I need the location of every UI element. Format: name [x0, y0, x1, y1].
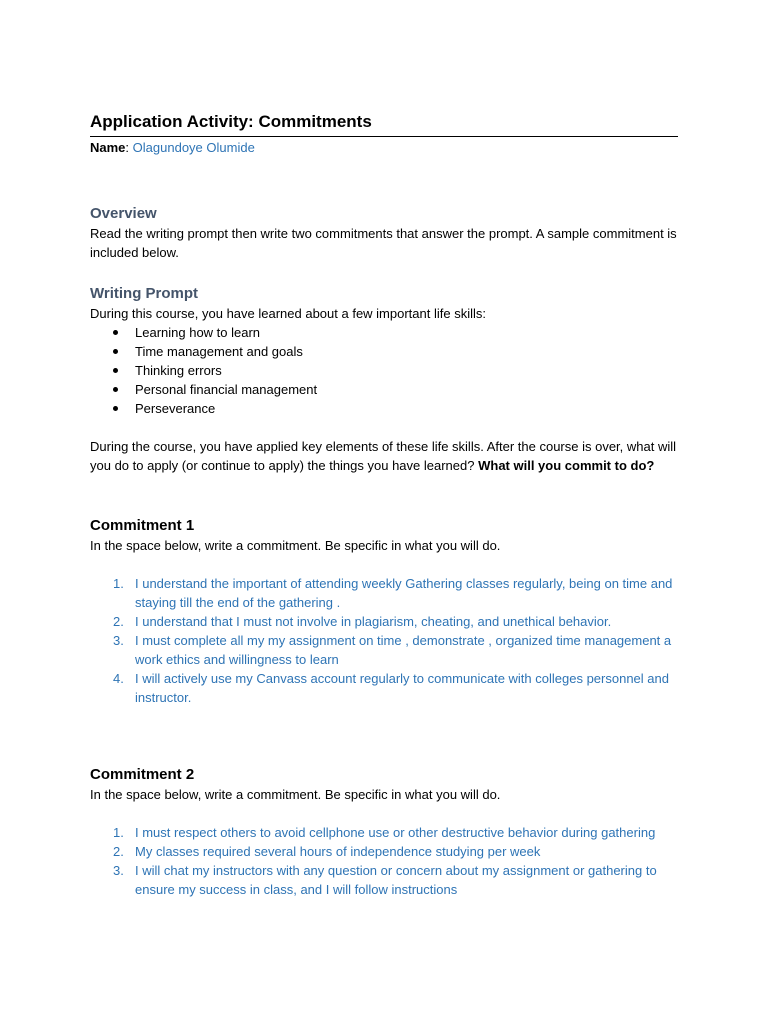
- list-number: 3.: [113, 863, 124, 878]
- prompt-body-question: What will you commit to do?: [478, 458, 655, 473]
- list-item: [90, 669, 678, 707]
- name-value: Olagundoye Olumide: [132, 140, 255, 155]
- list-item: Perseverance: [90, 399, 678, 418]
- overview-heading: Overview: [90, 205, 157, 222]
- prompt-body-text: During the course, you have applied key elements of these life skills. After the course is over, what will you do to apply (or continue to apply) the things you have learned?: [90, 439, 677, 473]
- list-item: [90, 612, 678, 631]
- list-item-text: I must complete all my my assignment on time , demonstrate , organized time management a work ethics and willingness to learn: [135, 633, 672, 667]
- list-item: Thinking errors: [90, 361, 678, 380]
- writing-prompt-heading: Writing Prompt: [90, 285, 199, 302]
- list-number: 1.: [113, 825, 124, 840]
- writing-prompt-intro: During this course, you have learned about a few important life skills:: [90, 306, 486, 321]
- list-number: 4.: [113, 671, 124, 686]
- document-title: Application Activity: Commitments: [90, 110, 678, 137]
- commitment1-list: [90, 574, 678, 707]
- commitment2-heading: Commitment 2: [90, 766, 195, 783]
- list-item-text: I understand the important of attending weekly Gathering classes regularly, being on time and staying till the end of the gathering .: [135, 576, 673, 610]
- list-item: Learning how to learn: [90, 323, 678, 342]
- list-item-text: I will actively use my Canvass account regularly to communicate with colleges personnel and instructor.: [135, 671, 669, 705]
- list-number: 2.: [113, 614, 124, 629]
- name-line: [90, 138, 678, 157]
- list-item: [90, 842, 678, 861]
- list-number: 2.: [113, 844, 124, 859]
- list-item: [90, 574, 678, 612]
- list-item-text: I will chat my instructors with any question or concern about my assignment or gathering to ensure my success in class, and I will follow instructions: [135, 863, 657, 897]
- list-item: [90, 861, 678, 899]
- list-item: Time management and goals: [90, 342, 678, 361]
- list-number: 1.: [113, 576, 124, 591]
- commitment1-heading: Commitment 1: [90, 517, 195, 534]
- list-item-text: I understand that I must not involve in plagiarism, cheating, and unethical behavior.: [135, 614, 612, 629]
- skills-list: [90, 323, 678, 418]
- commitment2-instruction: In the space below, write a commitment. Be specific in what you will do.: [90, 787, 501, 802]
- list-item-text: My classes required several hours of independence studying per week: [135, 844, 541, 859]
- list-item: [90, 631, 678, 669]
- document-content: [90, 110, 678, 899]
- name-separator: :: [125, 140, 130, 155]
- name-label: Name: [90, 140, 126, 155]
- list-item: [90, 823, 678, 842]
- list-item: Personal financial management: [90, 380, 678, 399]
- list-item-text: I must respect others to avoid cellphone use or other destructive behavior during gathering: [135, 825, 656, 840]
- overview-text: Read the writing prompt then write two commitments that answer the prompt. A sample commitment is included below.: [90, 226, 677, 260]
- commitment2-list: [90, 823, 678, 899]
- commitment1-instruction: In the space below, write a commitment. Be specific in what you will do.: [90, 538, 501, 553]
- list-number: 3.: [113, 633, 124, 648]
- writing-prompt-body: [90, 437, 678, 475]
